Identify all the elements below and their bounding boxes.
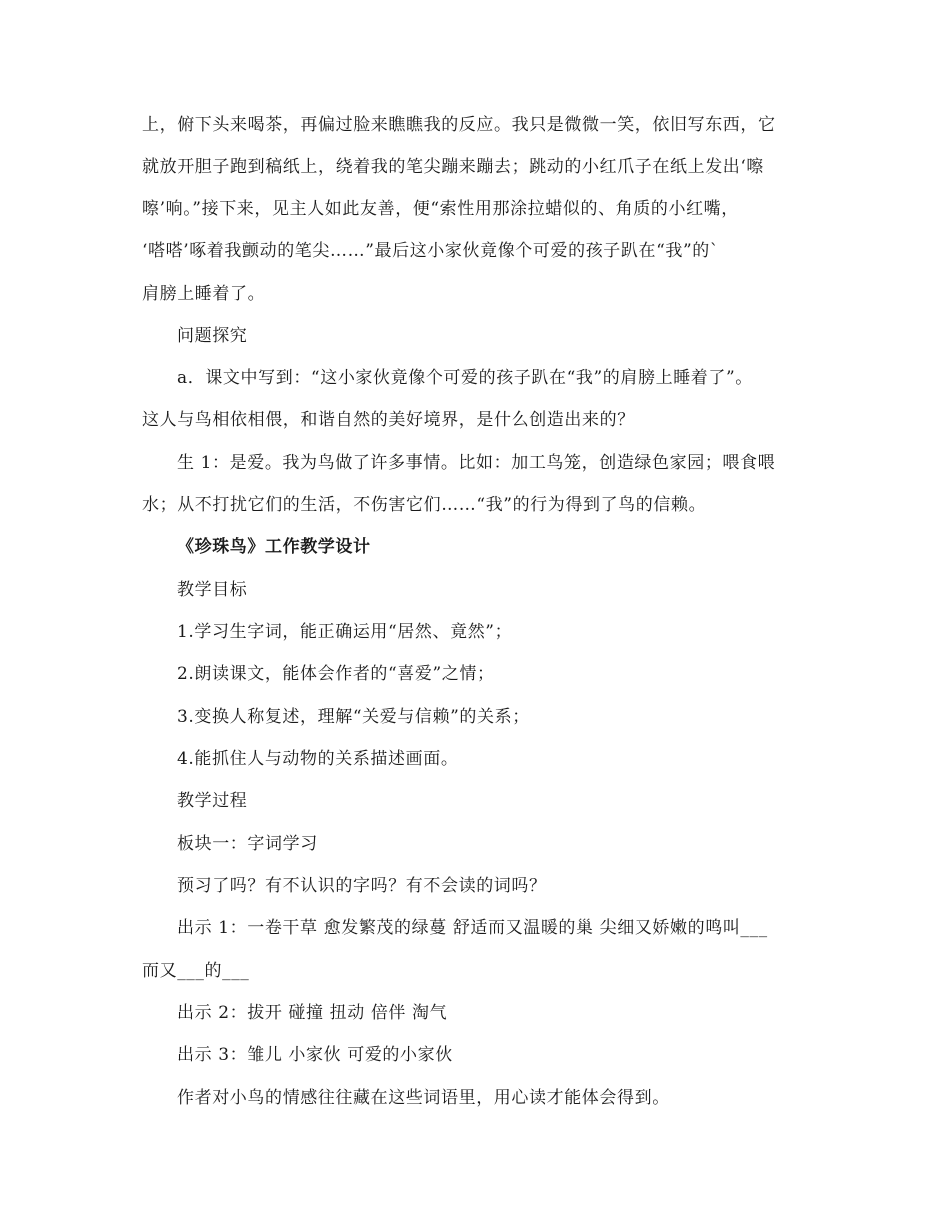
intro-line-5: 肩膀上睡着了。 [142,284,266,304]
process-heading: 教学过程 [177,791,248,811]
goal-item-2: 2.朗读课文，能体会作者的“喜爱”之情； [177,664,495,684]
show2-line: 出示 2：拔开 碰撞 扭动 倍伴 淘气 [177,1003,448,1023]
show1-line-2: 而又___的___ [142,961,250,981]
goal-item-3: 3.变换人称复述，理解“关爱与信赖”的关系； [177,707,530,727]
preview-question: 预习了吗？有不认识的字吗？有不会读的词吗？ [177,876,547,896]
intro-line-3: 嚓’响。”接下来，见主人如此友善，便“索性用那涂拉蜡似的、角质的小红嘴， [142,199,739,219]
answer-line-1: 生 1：是爱。我为鸟做了许多事情。比如：加工鸟笼，创造绿色家园；喂食喂 [177,453,776,473]
show1-line-1: 出示 1：一卷干草 愈发繁茂的绿蔓 舒适而又温暖的巢 尖细又娇嫩的鸣叫___ [177,918,768,938]
block1-heading: 板块一：字词学习 [177,834,318,854]
problem-heading: 问题探究 [177,326,248,346]
intro-line-4: ‘嗒嗒’啄着我颤动的笔尖……”最后这小家伙竟像个可爱的孩子趴在“我”的` [142,241,719,261]
design-title: 《珍珠鸟》工作教学设计 [177,537,371,557]
show3-line: 出示 3：雏儿 小家伙 可爱的小家伙 [177,1045,453,1065]
goal-item-1: 1.学习生字词，能正确运用“居然、竟然”； [177,622,513,642]
question-line-2: 这人与鸟相依相偎，和谐自然的美好境界，是什么创造出来的？ [142,410,635,430]
goal-item-4: 4.能抓住人与动物的关系描述画面。 [177,749,459,769]
goals-heading: 教学目标 [177,580,248,600]
question-line-1: a．课文中写到：“这小家伙竟像个可爱的孩子趴在“我”的肩膀上睡着了”。 [177,368,753,388]
intro-line-2: 就放开胆子跑到稿纸上，绕着我的笔尖蹦来蹦去；跳动的小红爪子在纸上发出‘嚓 [142,157,765,177]
answer-line-2: 水；从不打扰它们的生活，不伤害它们……“我”的行为得到了鸟的信赖。 [142,495,707,515]
intro-line-1: 上，俯下头来喝茶，再偏过脸来瞧瞧我的反应。我只是微微一笑，依旧写东西，它 [142,115,776,135]
closing-line: 作者对小鸟的情感往往藏在这些词语里，用心读才能体会得到。 [177,1088,670,1108]
